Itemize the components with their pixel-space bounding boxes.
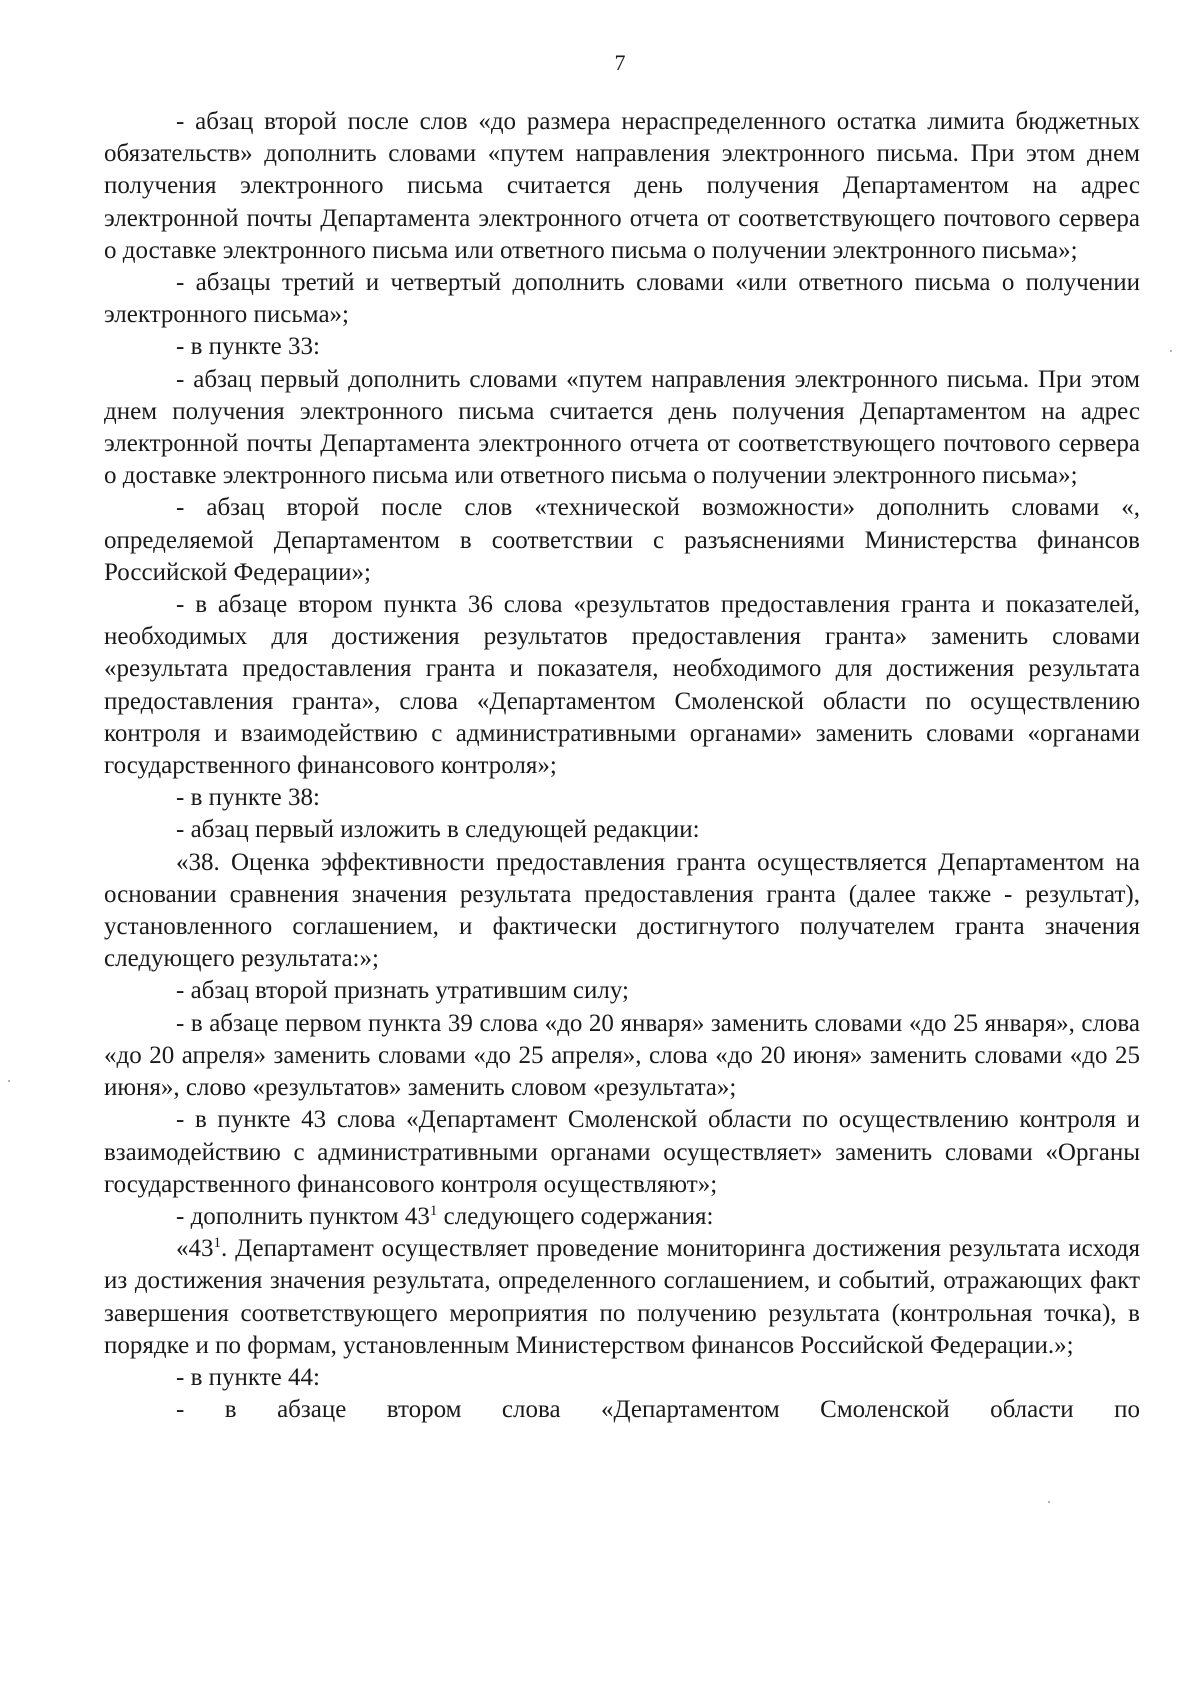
document-body	[104, 106, 1140, 1426]
superscript: 1	[429, 1202, 438, 1219]
paragraph-text: . Департамент осуществляет проведение мониторинга достижения результата исходя из достижения значения результата, определенного соглашением, и событий, отражающих факт завершения соответствующего мероприятия по получению результата (контрольная точка), в порядке и по формам, установленным Министерством финансов Российской Федерации.»;	[104, 1235, 1140, 1359]
paragraph: - абзац второй признать утратившим силу;	[176, 977, 629, 1005]
paragraph: - в абзаце втором пункта 36 слова «результатов предоставления гранта и показателей, необходимых для достижения результатов предоставления гранта» заменить словами «результата предоставления гранта и показателя, необходимого для достижения результата предоставления гранта», слова «Департаментом Смоленской области по осуществлению контроля и взаимодействию с административными органами» заменить словами «органами государственного финансового контроля»;	[104, 591, 1140, 780]
scan-speck	[8, 1080, 10, 1082]
paragraph: - абзацы третий и четвертый дополнить словами «или ответного письма о получении электронного письма»;	[104, 269, 1140, 329]
paragraph-text: следующего содержания:	[437, 1202, 714, 1230]
scan-speck	[1048, 1501, 1050, 1503]
paragraph: - абзац первый изложить в следующей редакции:	[176, 816, 700, 844]
paragraph: - в пункте 44:	[176, 1363, 320, 1391]
paragraph: - в абзаце первом пункта 39 слова «до 20 января» заменить словами «до 25 января», слова «до 20 апреля» заменить словами «до 25 апреля», слова «до 20 июня» заменить словами «до 25 июня», слово «результатов» заменить словом «результата»;	[104, 1009, 1140, 1102]
paragraph: - абзац первый дополнить словами «путем направления электронного письма. При этом днем получения электронного письма считается день получения Департаментом на адрес электронной почты Департамента электронного отчета от соответствующего почтового сервера о доставке электронного письма или ответного письма о получении электронного письма»;	[104, 365, 1140, 490]
superscript: 1	[213, 1235, 221, 1252]
quoted-paragraph	[104, 1233, 1140, 1362]
paragraph: - в пункте 38:	[176, 784, 320, 812]
paragraph: - в пункте 33:	[176, 333, 320, 361]
paragraph: - абзац второй после слов «до размера нераспределенного остатка лимита бюджетных обязательств» дополнить словами «путем направления электронного письма. При этом днем получения электронного письма считается день получения Департаментом на адрес электронной почты Департамента электронного отчета от соответствующего почтового сервера о доставке электронного письма или ответного письма о получении электронного письма»;	[104, 108, 1140, 264]
paragraph-text: «43	[176, 1235, 214, 1263]
paragraph: - абзац второй после слов «технической возможности» дополнить словами «, определяемой Департаментом в соответствии с разъяснениями Министерства финансов Российской Федерации»;	[104, 494, 1140, 586]
paragraph: - в абзаце втором слова «Департаментом Смоленской области по	[176, 1396, 1140, 1424]
paragraph: - в пункте 43 слова «Департамент Смоленской области по осуществлению контроля и взаимодействию с административными органами осуществляет» заменить словами «Органы государственного финансового контроля осуществляют»;	[104, 1106, 1140, 1198]
paragraph-text: - дополнить пунктом 43	[176, 1202, 430, 1230]
paragraph	[104, 1201, 1140, 1233]
page-number: 7	[614, 50, 626, 75]
scan-speck	[1170, 350, 1172, 352]
quoted-paragraph: «38. Оценка эффективности предоставления гранта осуществляется Департаментом на основании сравнения значения результата предоставления гранта (далее также - результат), установленного соглашением, и фактически достигнутого получателем гранта значения следующего результата:»;	[104, 848, 1140, 973]
